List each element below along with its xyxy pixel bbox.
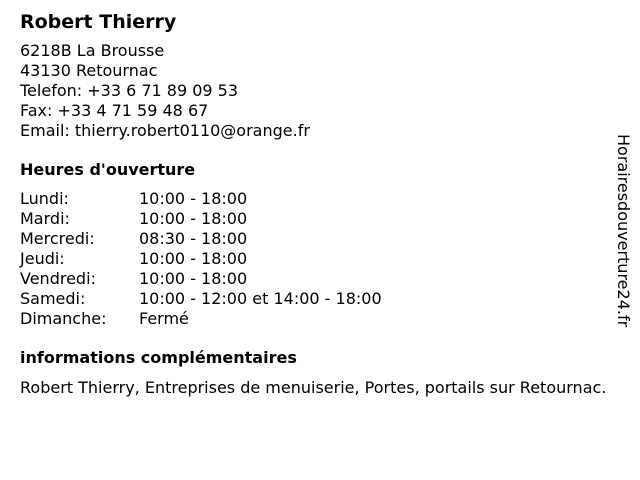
time-value: 10:00 - 18:00 — [139, 269, 248, 288]
hours-row — [20, 249, 610, 269]
day-label: Mercredi: — [20, 229, 95, 248]
day-label: Mardi: — [20, 209, 70, 228]
business-card — [20, 8, 610, 398]
hours-row — [20, 309, 610, 329]
hours-table — [20, 189, 610, 329]
phone-text: Telefon: +33 6 71 89 09 53 — [20, 81, 239, 100]
day-label: Lundi: — [20, 189, 69, 208]
business-name: Robert Thierry — [20, 11, 177, 33]
hours-row — [20, 269, 610, 289]
address-line2: 43130 Retournac — [20, 61, 158, 80]
hours-heading: Heures d'ouverture — [20, 160, 196, 179]
brand-watermark: Horairesdouverture24.fr — [614, 134, 633, 328]
address-line1: 6218B La Brousse — [20, 41, 165, 60]
info-description: Robert Thierry, Entreprises de menuiserie, Portes, portails sur Retournac. — [20, 378, 607, 397]
time-value: 10:00 - 12:00 et 14:00 - 18:00 — [139, 289, 382, 308]
email-text: Email: thierry.robert0110@orange.fr — [20, 121, 310, 140]
time-value: 10:00 - 18:00 — [139, 189, 248, 208]
time-value: 10:00 - 18:00 — [139, 249, 248, 268]
time-value: Fermé — [139, 309, 189, 328]
day-label: Jeudi: — [20, 249, 65, 268]
hours-row — [20, 209, 610, 229]
fax-text: Fax: +33 4 71 59 48 67 — [20, 101, 209, 120]
day-label: Dimanche: — [20, 309, 107, 328]
day-label: Vendredi: — [20, 269, 96, 288]
hours-row — [20, 229, 610, 249]
hours-row — [20, 289, 610, 309]
info-heading: informations complémentaires — [20, 348, 297, 367]
time-value: 08:30 - 18:00 — [139, 229, 248, 248]
time-value: 10:00 - 18:00 — [139, 209, 248, 228]
day-label: Samedi: — [20, 289, 86, 308]
hours-row — [20, 189, 610, 209]
